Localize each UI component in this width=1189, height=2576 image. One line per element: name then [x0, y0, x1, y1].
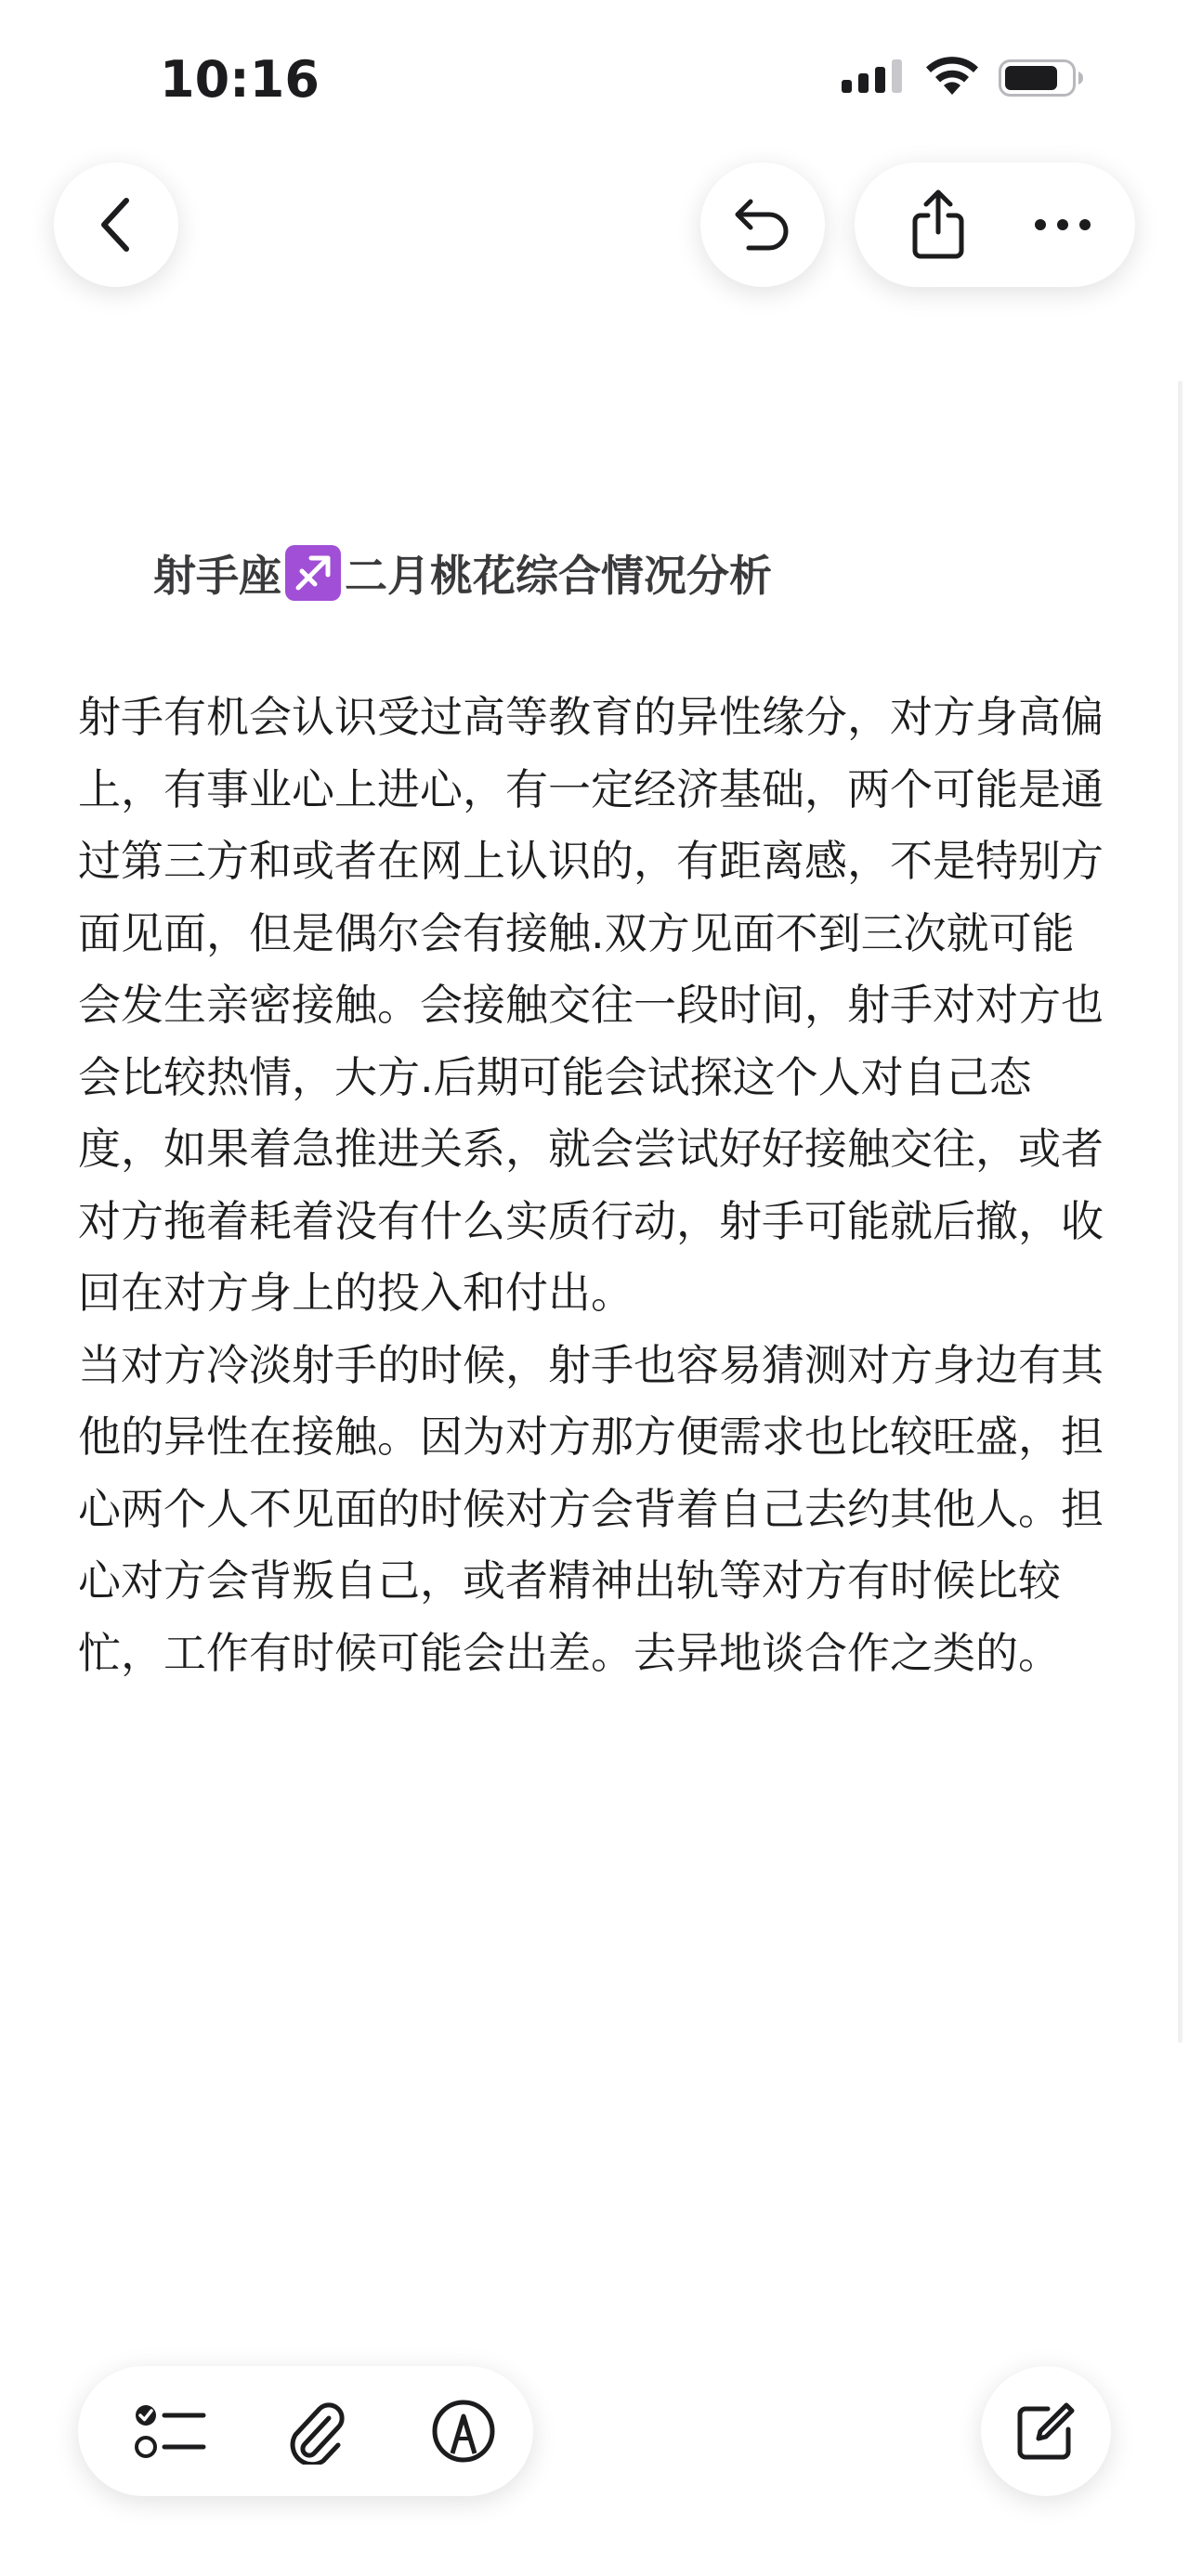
- share-button[interactable]: [882, 163, 994, 287]
- checklist-icon: [133, 2400, 207, 2462]
- chevron-left-icon: [93, 195, 139, 254]
- battery-icon: [999, 59, 1084, 97]
- share-icon: [909, 189, 967, 260]
- ellipsis-icon: [1033, 217, 1092, 232]
- more-button[interactable]: [1007, 163, 1118, 287]
- compose-button[interactable]: [981, 2366, 1111, 2496]
- scroll-indicator[interactable]: [1178, 381, 1182, 2043]
- note-paragraph-1: 射手有机会认识受过高等教育的异性缘分，对方身高偏上，有事业心上进心，有一定经济基础，两个可能是通过第三方和或者在网上认识的，有距离感，不是特别方面见面，但是偶尔会有接触.双方见面不到三次就可能会发生亲密接触。会接触交往一段时间，射手对对方也会比较热情，大方.后期可能会试探这个人对自己态度，如果着急推进关系，就会尝试好好接触交往，或者对方拖着耗着没有什么实质行动，射手可能就后撤，收回在对方身上的投入和付出。: [78, 692, 1104, 1318]
- note-title-suffix: 二月桃花综合情况分析: [345, 551, 772, 601]
- checklist-button[interactable]: [110, 2366, 230, 2496]
- note-title-prefix: 射手座: [153, 551, 281, 601]
- attachment-button[interactable]: [255, 2366, 375, 2496]
- status-time: 10:16: [160, 50, 320, 109]
- wifi-icon: [923, 56, 981, 97]
- compose-icon: [1014, 2400, 1078, 2463]
- note-body[interactable]: [78, 682, 1109, 1689]
- paperclip-icon: [284, 2398, 346, 2465]
- markup-button[interactable]: [403, 2366, 524, 2496]
- status-bar: [0, 0, 1189, 149]
- cellular-signal-icon: [842, 59, 908, 93]
- note-paragraph-2: 当对方冷淡射手的时候，射手也容易猜测对方身边有其他的异性在接触。因为对方那方便需求也比较旺盛，担心两个人不见面的时候对方会背着自己去约其他人。担心对方会背叛自己，或者精神出轨等对方有时候比较忙，工作有时候可能会出差。去异地谈合作之类的。: [78, 1339, 1104, 1678]
- undo-icon: [732, 196, 793, 254]
- note-title[interactable]: [153, 542, 772, 604]
- markup-pen-icon: [430, 2398, 497, 2465]
- share-more-group: [855, 163, 1135, 287]
- sagittarius-icon: [285, 545, 341, 601]
- undo-button[interactable]: [700, 163, 825, 287]
- bottom-toolbar: [78, 2366, 533, 2496]
- back-button[interactable]: [54, 163, 178, 287]
